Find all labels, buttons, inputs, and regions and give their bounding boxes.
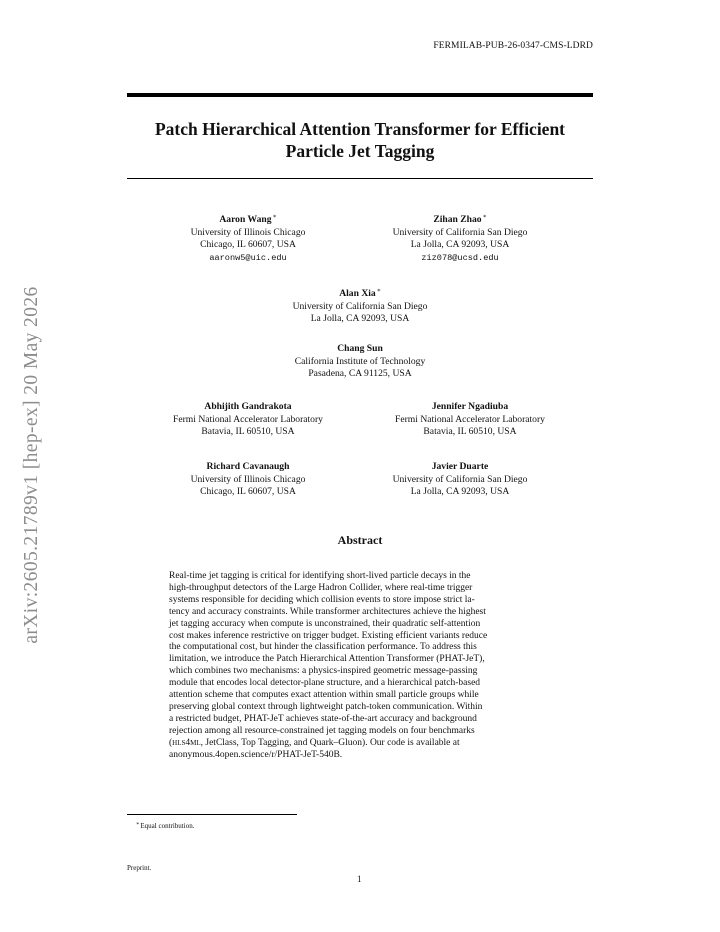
author-block [370,401,570,439]
abstract-heading: Abstract [337,533,383,547]
author-location: Chicago, IL 60607, USA [200,486,296,498]
title-top-rule [127,93,593,97]
author-affiliation: University of California San Diego [392,473,528,485]
author-name: Chang Sun [337,343,383,354]
abstract-line: cost makes inference restrictive on trigger budget. Existing efficient variants reduce [169,630,488,641]
author-location: Batavia, IL 60510, USA [423,426,517,438]
author-name: Jennifer Ngadiuba [431,401,509,412]
abstract-line: module that encodes local detector-plane structure, and a hierarchical patch-based [169,678,481,689]
hls4ml-smallcaps: (hls4ml [169,737,201,748]
abstract-line: the computational cost, but hinder the classification performance. To address this [169,642,477,653]
author-name: Javier Duarte [431,461,489,472]
author-block [260,343,460,381]
abstract-line: preserving global context through lightweight patch-token communication. Within [169,701,483,712]
footnote-rule [127,814,297,815]
author-location: Chicago, IL 60607, USA [200,239,296,251]
author-location: Batavia, IL 60510, USA [201,426,295,438]
author-affiliation: University of California San Diego [292,300,428,312]
abstract-line: high-throughput detectors of the Large Hadron Collider, where real-time trigger [169,582,473,593]
author-name: Zihan Zhao∗ [433,214,487,225]
abstract-text [169,571,551,762]
author-affiliation: University of California San Diego [392,226,528,238]
author-block [148,461,348,499]
abstract-line: which combines two mechanisms: a physics-inspired geometric message-passing [169,666,478,677]
author-location: La Jolla, CA 92093, USA [310,313,410,325]
author-location: Pasadena, CA 91125, USA [308,368,412,380]
abstract-line: tency and accuracy constraints. While transformer architectures achieve the highest [169,606,486,617]
author-block [148,211,348,264]
abstract-line: attention scheme that computes exact attention within small particle groups while [169,690,479,701]
author-block [360,461,560,499]
abstract-line: rejection among all resource-constrained jet tagging models on four benchmarks [169,725,475,736]
abstract-line: a restricted budget, PHAT-JeT achieves state-of-the-art accuracy and background [169,713,477,724]
code-link[interactable]: anonymous.4open.science/r/PHAT-JeT-540B. [169,749,343,760]
page-number: 1 [357,874,362,884]
abstract-line: Real-time jet tagging is critical for identifying short-lived particle decays in the [169,571,471,581]
author-location: La Jolla, CA 92093, USA [410,486,510,498]
abstract-line: systems responsible for deciding which collision events to store impose strict la- [169,594,475,605]
report-id: FERMILAB-PUB-26-0347-CMS-LDRD [433,41,593,51]
abstract-line: limitation, we introduce the Patch Hierarchical Attention Transformer (PHAT-JeT), [169,654,485,665]
abstract-line: (hls4ml, JetClass, Top Tagging, and Quark–Gluon). Our code is available at [169,737,460,748]
author-affiliation: Fermi National Accelerator Laboratory [173,413,323,425]
author-name: Richard Cavanaugh [206,461,290,472]
author-email[interactable]: ziz078@ucsd.edu [421,252,499,263]
author-affiliation: University of Illinois Chicago [190,473,306,485]
author-affiliation: Fermi National Accelerator Laboratory [395,413,545,425]
footnote: ∗Equal contribution. [136,822,195,830]
author-name: Abhijith Gandrakota [204,401,292,412]
author-affiliation: California Institute of Technology [294,355,426,367]
arxiv-identifier[interactable]: arXiv:2605.21789v1 [hep-ex] 20 May 2026 [21,286,42,644]
abstract-line: jet tagging accuracy when compute is unconstrained, their quadratic self-attention [169,618,481,629]
author-block [148,401,348,439]
author-block [260,285,460,326]
preprint-label: Preprint. [127,864,152,872]
author-affiliation: University of Illinois Chicago [190,226,306,238]
paper-title [127,118,593,162]
author-name: Alan Xia∗ [339,288,381,299]
title-line-1: Patch Hierarchical Attention Transformer for Efficient [154,119,566,139]
author-block [360,211,560,264]
author-name: Aaron Wang∗ [219,214,277,225]
title-bottom-rule [127,178,593,179]
author-email[interactable]: aaronw5@uic.edu [209,252,287,263]
author-location: La Jolla, CA 92093, USA [410,239,510,251]
title-line-2: Particle Jet Tagging [285,141,435,161]
